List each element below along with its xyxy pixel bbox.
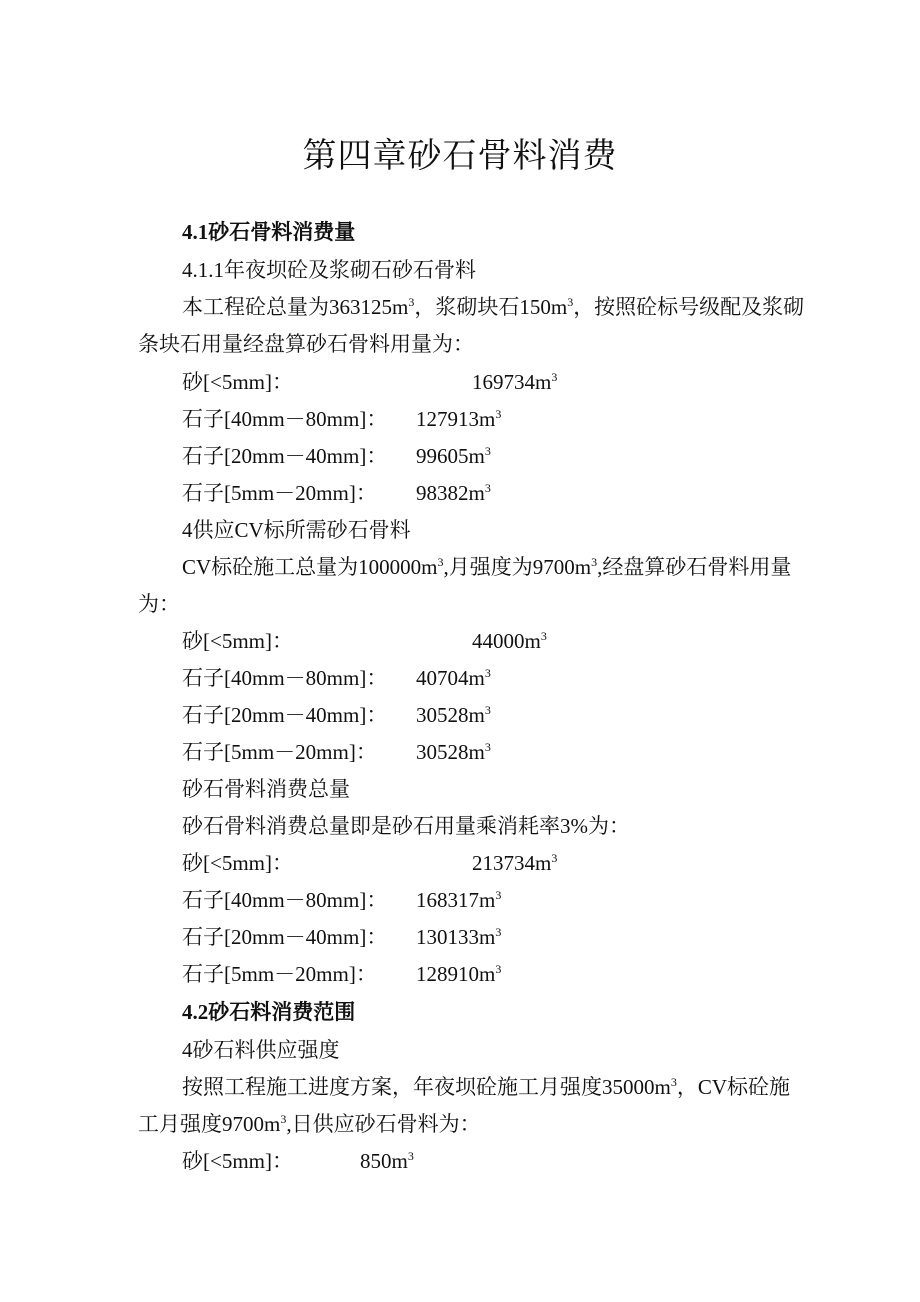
p1-text-c: ，按照砼标号级配及浆砌 <box>573 295 805 319</box>
list-item <box>182 664 782 692</box>
list-item <box>182 701 782 729</box>
item-value: $213734m^3$ <box>472 851 558 875</box>
p4-text-a: 按照工程施工进度方案，年夜坝砼施工月强度35000m <box>182 1075 671 1099</box>
item-value: $99605m^3$ <box>416 444 491 468</box>
item-value: $128910m^3$ <box>416 962 502 986</box>
item-value: $30528m^3$ <box>416 703 491 727</box>
item-value: $168317m^3$ <box>416 888 502 912</box>
item-value: $30528m^3$ <box>416 740 491 764</box>
paragraph-2-line-2: 为： <box>138 592 180 616</box>
item-value: $169734m^3$ <box>472 370 558 394</box>
unit-superscript: 3 <box>567 295 574 309</box>
item-value: $127913m^3$ <box>416 407 502 431</box>
paragraph-2-line-1 <box>182 553 791 581</box>
section-heading-4-2: 4.2砂石料消费范围 <box>182 1000 356 1024</box>
item-label: 石子[40mm－80mm]： <box>182 407 388 431</box>
list-item <box>182 849 782 877</box>
p4-text-c: 工月强度9700m <box>138 1112 281 1136</box>
item-label: 石子[20mm－40mm]： <box>182 703 388 727</box>
paragraph-3: 砂石骨料消费总量即是砂石用量乘消耗率3%为： <box>182 814 630 838</box>
heading-supply-intensity: 4砂石料供应强度 <box>182 1038 340 1062</box>
list-item <box>182 960 782 988</box>
item-value: $44000m^3$ <box>472 629 547 653</box>
unit-superscript: 3 <box>670 1075 677 1089</box>
paragraph-1-line-1 <box>182 293 804 321</box>
list-item <box>182 405 782 433</box>
item-value: $98382m^3$ <box>416 481 491 505</box>
list-item <box>182 1147 782 1175</box>
p2-text-b: ,月强度为9700m <box>443 555 592 579</box>
list-item <box>182 479 782 507</box>
item-label: 石子[5mm－20mm]： <box>182 962 377 986</box>
p2-text-c: ,经盘算砂石骨料用量 <box>597 555 792 579</box>
unit-superscript: 3 <box>280 1112 287 1126</box>
list-item <box>182 923 782 951</box>
p4-text-b: ，CV标砼施 <box>676 1075 791 1099</box>
unit-superscript: 3 <box>437 555 444 569</box>
list-item <box>182 442 782 470</box>
list-item <box>182 886 782 914</box>
item-label: 石子[5mm－20mm]： <box>182 481 377 505</box>
item-label: 石子[20mm－40mm]： <box>182 925 388 949</box>
p1-text-a: 本工程砼总量为363125m <box>182 295 409 319</box>
p1-text-b: ，浆砌块石150m <box>414 295 568 319</box>
p2-text-a: CV标砼施工总量为100000m <box>182 555 438 579</box>
item-label: 石子[40mm－80mm]： <box>182 888 388 912</box>
list-item <box>182 627 782 655</box>
subsection-heading-4-1-1: 4.1.1年夜坝砼及浆砌石砂石骨料 <box>182 258 476 282</box>
list-item <box>182 368 782 396</box>
paragraph-4-line-1 <box>182 1073 790 1101</box>
unit-superscript: 3 <box>591 555 598 569</box>
p4-text-d: ,日供应砂石骨料为： <box>286 1112 481 1136</box>
item-value: $40704m^3$ <box>416 666 491 690</box>
heading-total-production: 砂石骨料消费总量 <box>182 777 350 801</box>
list-item <box>182 738 782 766</box>
paragraph-1-line-2: 条块石用量经盘算砂石骨料用量为： <box>138 332 474 356</box>
item-value: $850m^3$ <box>360 1149 414 1173</box>
item-label: 砂[<5mm]： <box>182 370 293 394</box>
item-label: 砂[<5mm]： <box>182 629 293 653</box>
paragraph-4-line-2 <box>138 1110 481 1138</box>
item-label: 砂[<5mm]： <box>182 851 293 875</box>
item-label: 石子[40mm－80mm]： <box>182 666 388 690</box>
heading-cv-supply: 4供应CV标所需砂石骨料 <box>182 518 411 542</box>
item-label: 石子[5mm－20mm]： <box>182 740 377 764</box>
section-heading-4-1: 4.1砂石骨料消费量 <box>182 220 356 244</box>
chapter-title: 第四章砂石骨料消费 <box>302 136 618 176</box>
unit-superscript: 3 <box>408 295 415 309</box>
item-label: 砂[<5mm]： <box>182 1149 293 1173</box>
item-label: 石子[20mm－40mm]： <box>182 444 388 468</box>
item-value: $130133m^3$ <box>416 925 502 949</box>
